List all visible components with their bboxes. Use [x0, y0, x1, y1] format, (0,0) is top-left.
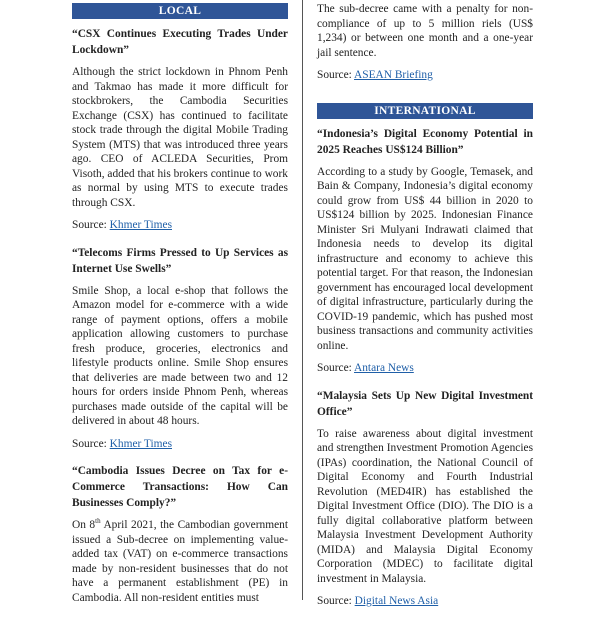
- article-body: [72, 518, 288, 605]
- column-divider: [302, 0, 303, 600]
- article-body: To raise awareness about digital investment and strengthen Investment Promotion Agencies (IPAs) coordination, the National Council of Digital Economy and Fourth Industrial Revolution (MED4IR) has established the Digital Investment Office (DIO). The DIO is a fully digital collaborative platform between Malaysia Investment Development Authority (MIDA) and Malaysia Digital Economy Corporation (MDEC) to facilitate digital investment in Malaysia.: [317, 427, 533, 585]
- article-source: [317, 594, 533, 609]
- source-link-asean-briefing[interactable]: ASEAN Briefing: [354, 69, 433, 81]
- source-label: Source:: [72, 437, 110, 450]
- article-body: Although the strict lockdown in Phnom Penh and Takmao has made it more difficult for stockbrokers, the Cambodia Securities Exchange (CSX) has continued to facilitate stock trade through the digital Mobile Trading System (MTS) that was introduced three years ago. CEO of ACLEDA Securities, Prom Visoth, added that his brokers continue to work as normal by using MTS to execute trades through CSX.: [72, 66, 288, 209]
- article-continued: [317, 2, 533, 83]
- article-title: “Cambodia Issues Decree on Tax for e-Commerce Transactions: How Can Businesses Comply?”: [72, 465, 288, 509]
- article-body: According to a study by Google, Temasek, and Bain & Company, Indonesia’s digital economy could grow from US$ 44 billion in 2020 to US$124 billion by 2025. Indonesian Finance Minister Sri Mulyani Indrawati claimed that Indonesia needs to develop its digital infrastructure and economy to achieve this potential target. For that reason, the Indonesian government has encouraged local development of digital infrastructure, particularly during the COVID-19 pandemic, which has pushed most business transactions and community activities online.: [317, 165, 533, 352]
- article-source: [317, 361, 533, 376]
- body-prefix: On 8: [72, 519, 96, 531]
- right-column: [317, 0, 533, 621]
- article-telecoms: [72, 245, 288, 452]
- article-source: [72, 218, 288, 233]
- body-text: April 2021, the Cambodian government issued a Sub-decree on implementing value-added tax (VAT) on e-commerce transactions made by non-resident businesses that do not have a permanent establishment (PE) in Cambodia. All non-resident entities must: [72, 519, 288, 604]
- source-link-khmer-times[interactable]: Khmer Times: [109, 437, 172, 450]
- article-body: Smile Shop, a local e-shop that follows the Amazon model for e-commerce with a wide range of payment options, offers a mobile application allowing customers to purchase fresh produce, groceries, electronics and lifestyle products online. Smile Shop ensures that deliveries are made between two and 12 hours for orders inside Phnom Penh, whereas purchases made outside of the capital will be delivered in about 48 hours.: [72, 284, 288, 427]
- article-title: “Telecoms Firms Pressed to Up Services as Internet Use Swells”: [72, 246, 288, 275]
- article-csx: [72, 26, 288, 233]
- source-label: Source:: [72, 219, 110, 231]
- left-column: [72, 0, 288, 613]
- source-link-antara-news[interactable]: Antara News: [354, 362, 414, 374]
- article-body-continued: The sub-decree came with a penalty for non-compliance of up to 5 million riels (US$ 1,234) or between one month and a one-year jail sentence.: [317, 3, 533, 59]
- source-label: Source:: [317, 595, 355, 607]
- article-cambodia-tax: [72, 463, 288, 605]
- article-title: “Indonesia’s Digital Economy Potential in 2025 Reaches US$124 Billion”: [317, 127, 533, 156]
- article-source: [317, 68, 533, 83]
- article-title: “CSX Continues Executing Trades Under Lockdown”: [72, 28, 288, 56]
- article-source: [72, 437, 288, 452]
- international-section-banner: INTERNATIONAL: [317, 103, 533, 119]
- article-indonesia: [317, 126, 533, 376]
- source-label: Source:: [317, 69, 355, 81]
- ordinal-suffix: th: [95, 517, 101, 526]
- local-section-banner: LOCAL: [72, 3, 288, 19]
- source-link-khmer-times[interactable]: Khmer Times: [109, 219, 172, 231]
- article-title: “Malaysia Sets Up New Digital Investment Office”: [317, 389, 533, 418]
- article-malaysia: [317, 388, 533, 609]
- source-label: Source:: [317, 362, 355, 374]
- source-link-digital-news-asia[interactable]: Digital News Asia: [354, 595, 439, 607]
